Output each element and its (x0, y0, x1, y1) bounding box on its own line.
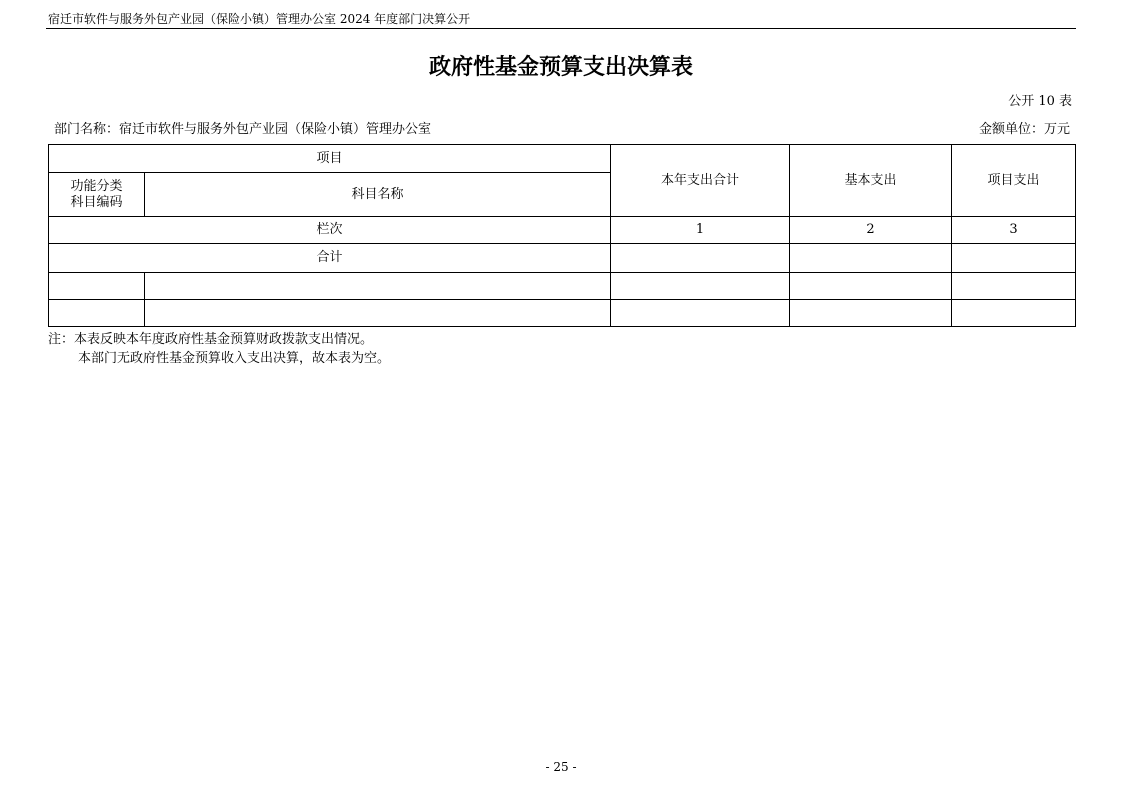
expenditure-table (48, 144, 1076, 327)
column-number-3: 3 (952, 217, 1076, 244)
table-cell (145, 273, 611, 300)
header-total-expenditure: 本年支出合计 (611, 145, 790, 217)
note-line-1: 注：本表反映本年度政府性基金预算财政拨款支出情况。 (48, 332, 374, 347)
column-number-1: 1 (611, 217, 790, 244)
table-row (49, 300, 1076, 327)
header-rule (46, 28, 1076, 29)
table-cell (952, 273, 1076, 300)
total-value-2 (790, 244, 952, 273)
total-value-3 (952, 244, 1076, 273)
table-notes (48, 330, 390, 368)
table-cell (790, 273, 952, 300)
amount-unit: 金额单位：万元 (978, 122, 1070, 137)
header-project-expenditure: 项目支出 (952, 145, 1076, 217)
header-project: 项目 (49, 145, 611, 173)
column-number-label: 栏次 (49, 217, 611, 244)
department-name: 部门名称：宿迁市软件与服务外包产业园（保险小镇）管理办公室 (54, 122, 432, 137)
table-row (49, 273, 1076, 300)
column-number-row (49, 217, 1076, 244)
table-cell (49, 300, 145, 327)
table-cell (49, 273, 145, 300)
total-label: 合计 (49, 244, 611, 273)
header-subject-name: 科目名称 (145, 173, 611, 217)
table-cell (145, 300, 611, 327)
table-cell (611, 273, 790, 300)
header-row-1 (49, 145, 1076, 173)
total-row (49, 244, 1076, 273)
page-number: - 25 - (545, 760, 577, 774)
header-basic-expenditure: 基本支出 (790, 145, 952, 217)
table-cell (790, 300, 952, 327)
table-cell (611, 300, 790, 327)
table-cell (952, 300, 1076, 327)
header-function-code: 功能分类 科目编码 (49, 173, 145, 217)
note-line-2: 本部门无政府性基金预算收入支出决算，故本表为空。 (78, 351, 391, 366)
running-header: 宿迁市软件与服务外包产业园（保险小镇）管理办公室 2024 年度部门决算公开 (48, 12, 471, 26)
column-number-2: 2 (790, 217, 952, 244)
document-title: 政府性基金预算支出决算表 (428, 55, 693, 80)
table-number: 公开 10 表 (1008, 94, 1072, 109)
total-value-1 (611, 244, 790, 273)
